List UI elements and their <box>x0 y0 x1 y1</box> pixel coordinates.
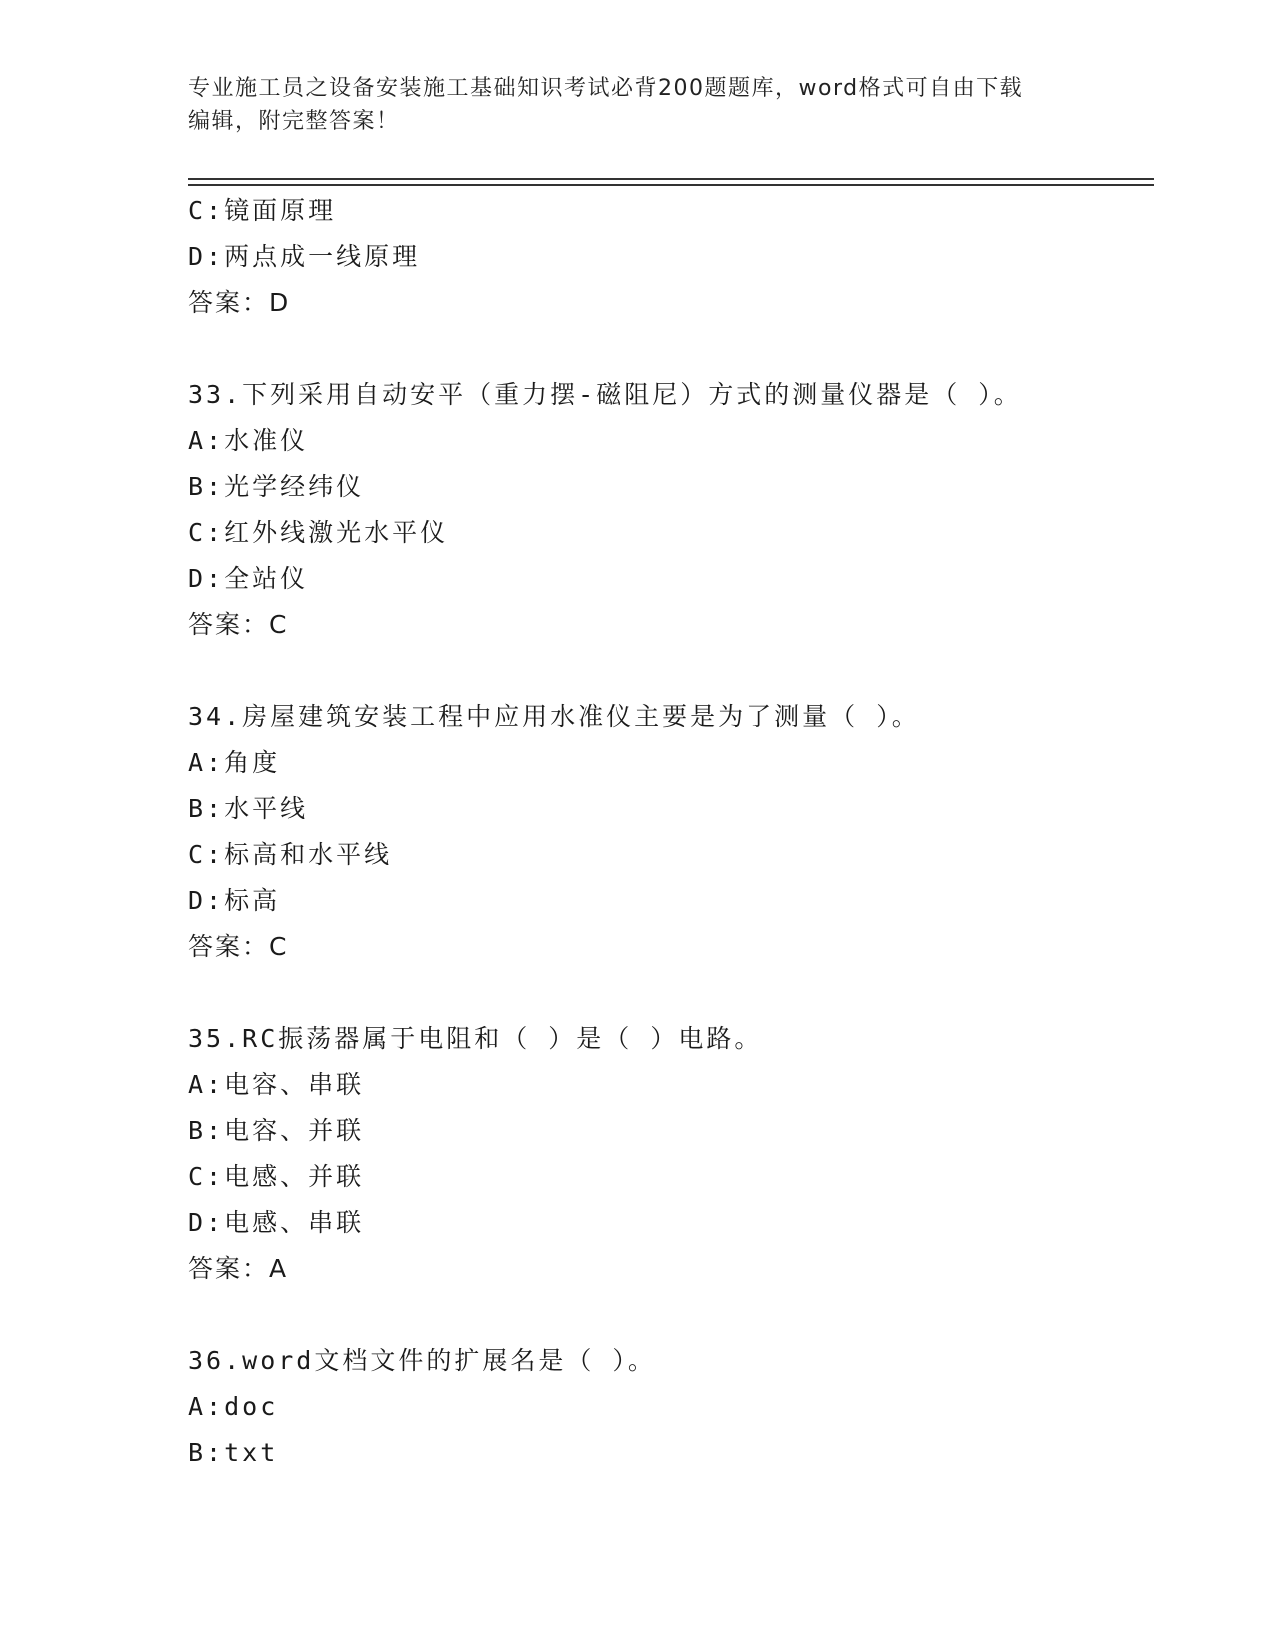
option-key: B: <box>188 472 225 501</box>
option-c <box>188 1154 1148 1200</box>
question-32-tail <box>188 188 1148 326</box>
option-text: doc <box>224 1392 279 1421</box>
option-a <box>188 1384 1148 1430</box>
option-c <box>188 832 1148 878</box>
option-text: 标高 <box>224 886 281 915</box>
option-key: D: <box>188 242 225 271</box>
option-b <box>188 1430 1148 1476</box>
option-key: A: <box>188 1392 225 1421</box>
option-text: 角度 <box>224 748 281 777</box>
option-key: C: <box>188 840 225 869</box>
option-d <box>188 556 1148 602</box>
option-text: 水准仪 <box>224 426 309 455</box>
answer-line: 答案：C <box>188 610 289 639</box>
spacer <box>188 326 1148 372</box>
option-a <box>188 740 1148 786</box>
option-key: C: <box>188 196 225 225</box>
option-text: 两点成一线原理 <box>224 242 421 271</box>
option-b <box>188 786 1148 832</box>
option-text: 电容、并联 <box>224 1116 365 1145</box>
document-header <box>188 72 1088 138</box>
option-text: 红外线激光水平仪 <box>224 518 449 547</box>
header-divider-bottom <box>188 184 1154 186</box>
option-c <box>188 510 1148 556</box>
option-b <box>188 1108 1148 1154</box>
option-key: D: <box>188 1208 225 1237</box>
option-key: A: <box>188 1070 225 1099</box>
question-stem: 35.RC振荡器属于电阻和（ ）是（ ）电路。 <box>188 1024 763 1053</box>
spacer <box>188 648 1148 694</box>
option-text: 全站仪 <box>224 564 309 593</box>
option-d <box>188 234 1148 280</box>
option-d <box>188 1200 1148 1246</box>
option-key: A: <box>188 748 225 777</box>
option-key: C: <box>188 518 225 547</box>
option-key: D: <box>188 886 225 915</box>
question-stem: 36.word文档文件的扩展名是（ ）。 <box>188 1346 656 1375</box>
question-stem: 34.房屋建筑安装工程中应用水准仪主要是为了测量（ ）。 <box>188 702 920 731</box>
option-key: C: <box>188 1162 225 1191</box>
option-a <box>188 1062 1148 1108</box>
option-text: txt <box>224 1438 279 1467</box>
option-text: 光学经纬仪 <box>224 472 365 501</box>
option-text: 标高和水平线 <box>224 840 393 869</box>
option-text: 电感、并联 <box>224 1162 365 1191</box>
option-d <box>188 878 1148 924</box>
header-divider-top <box>188 178 1154 180</box>
option-key: A: <box>188 426 225 455</box>
option-text: 水平线 <box>224 794 309 823</box>
question-33 <box>188 372 1148 648</box>
option-b <box>188 464 1148 510</box>
option-text: 电感、串联 <box>224 1208 365 1237</box>
option-text: 镜面原理 <box>224 196 337 225</box>
header-line-1: 专业施工员之设备安装施工基础知识考试必背200题题库，word格式可自由下载 <box>188 76 1024 101</box>
question-36 <box>188 1338 1148 1476</box>
question-stem: 33.下列采用自动安平（重力摆-磁阻尼）方式的测量仪器是（ ）。 <box>188 380 1022 409</box>
spacer <box>188 970 1148 1016</box>
option-key: D: <box>188 564 225 593</box>
option-key: B: <box>188 1116 225 1145</box>
option-key: B: <box>188 794 225 823</box>
option-c <box>188 188 1148 234</box>
question-35 <box>188 1016 1148 1292</box>
question-34 <box>188 694 1148 970</box>
option-a <box>188 418 1148 464</box>
question-list <box>188 188 1148 1476</box>
answer-line: 答案：A <box>188 1254 289 1283</box>
spacer <box>188 1292 1148 1338</box>
header-line-2: 编辑，附完整答案！ <box>188 109 400 134</box>
answer-line: 答案：D <box>188 288 291 317</box>
option-key: B: <box>188 1438 225 1467</box>
option-text: 电容、串联 <box>224 1070 365 1099</box>
answer-line: 答案：C <box>188 932 289 961</box>
